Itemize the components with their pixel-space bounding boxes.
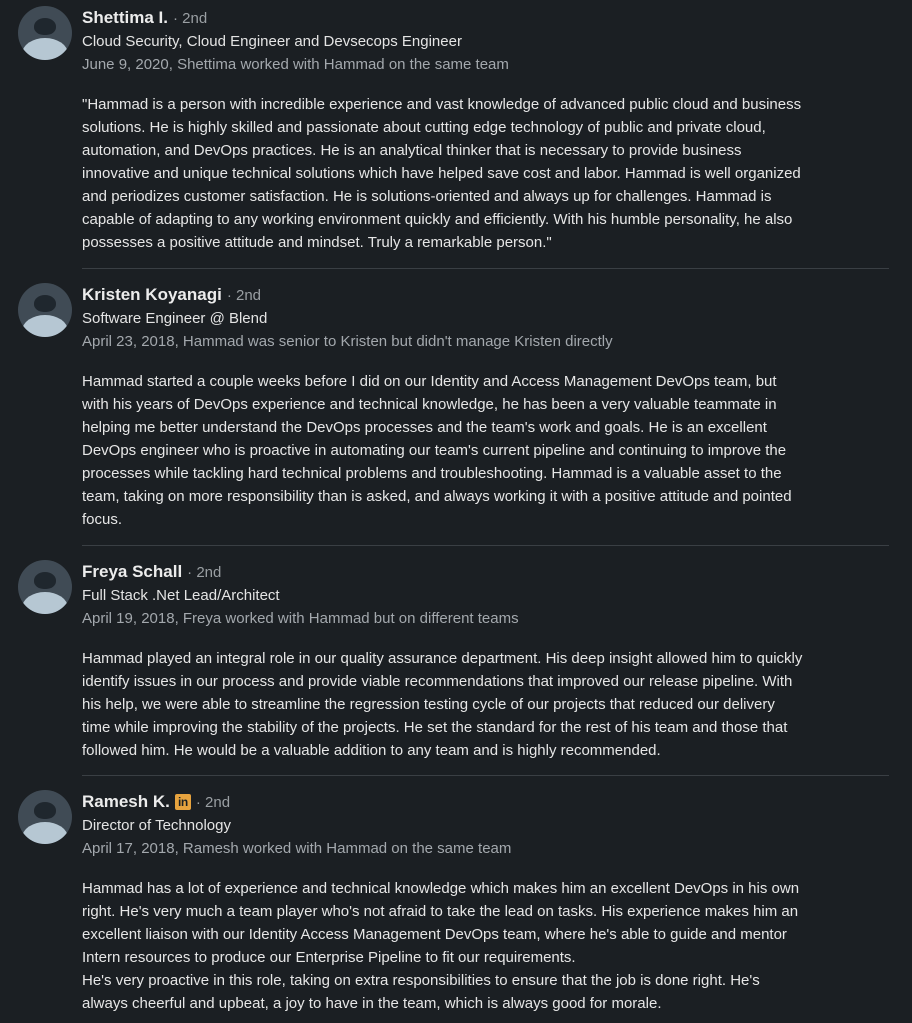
connection-degree: · 2nd [226, 286, 262, 304]
recommendation-meta: April 23, 2018, Hammad was senior to Kristen but didn't manage Kristen directly [82, 333, 613, 350]
recommendation-text: Hammad started a couple weeks before I did on our Identity and Access Management DevOps team, but with his years of DevOps experience and technical knowledge, he has been a very valuable teammate in helping me better understand the DevOps processes and the team's work and goals. He is an excellent DevOps engineer who is proactive in automating our team's current pipeline and continuing to improve the processes while tackling hard technical problems and troubleshooting. Hammad is a valuable asset to the team, taking on more responsibility than is asked, and always working it with a positive attitude and pointed focus. [82, 373, 792, 528]
recommendation-meta: June 9, 2020, Shettima worked with Hammad on the same team [82, 56, 509, 73]
recommender-name[interactable]: Freya Schall [82, 562, 183, 581]
recommender-name[interactable]: Shettima I. [82, 8, 168, 27]
avatar[interactable] [18, 790, 72, 844]
person-head-icon [34, 18, 56, 35]
divider [82, 775, 889, 776]
person-body-icon [22, 592, 68, 614]
recommendation-text: Hammad has a lot of experience and technical knowledge which makes him an excellent DevOps in his own right. He's very much a team player who's not afraid to take the lead on tasks. His experience makes him an excellent liaison with our Identity Access Management DevOps team, where he's able to guide and mentor Intern resources to produce our Enterprise Pipeline to fit our requirements. He's very proactive in this role, taking on extra responsibilities to ensure that the job is done right. He's always cheerful and upbeat, a joy to have in the team, which is always good for morale. [82, 880, 800, 1012]
linkedin-premium-icon: in [175, 794, 191, 810]
recommender-title: Director of Technology [82, 817, 231, 834]
divider [82, 268, 889, 269]
recommender-header [82, 6, 207, 30]
recommender-title: Full Stack .Net Lead/Architect [82, 587, 280, 604]
avatar[interactable] [18, 283, 72, 337]
person-body-icon [22, 315, 68, 337]
recommender-name[interactable]: Ramesh K. [82, 792, 170, 811]
recommendation-meta: April 19, 2018, Freya worked with Hammad but on different teams [82, 610, 519, 627]
person-body-icon [22, 38, 68, 60]
person-body-icon [22, 822, 68, 844]
person-head-icon [34, 572, 56, 589]
recommendation-text: "Hammad is a person with incredible experience and vast knowledge of advanced public cloud and business solutions. He is highly skilled and passionate about cutting edge technology of public and private cloud, automation, and DevOps practices. He is an analytical thinker that is necessary to provide business innovative and unique technical solutions which have helped save cost and labor. Hammad is well organized and periodizes customer satisfaction. He is solutions-oriented and always up for challenges. Hammad is capable of adapting to any working environment quickly and efficiently. With his humble personality, he also possesses a positive attitude and mindset. Truly a remarkable person." [82, 96, 802, 251]
connection-degree: · 2nd [195, 793, 231, 811]
recommender-title: Cloud Security, Cloud Engineer and Devsecops Engineer [82, 33, 462, 50]
person-head-icon [34, 295, 56, 312]
recommendation-text: Hammad played an integral role in our quality assurance department. His deep insight allowed him to quickly identify issues in our process and provide viable recommendations that improved our release pipeline. With his help, we were able to streamline the regression testing cycle of our projects that reduced our delivery time while improving the stability of the projects. He set the standard for the rest of his team and those that followed him. He would be a valuable addition to any team and is highly recommended. [82, 650, 803, 759]
recommendation-meta: April 17, 2018, Ramesh worked with Hammad on the same team [82, 840, 512, 857]
connection-degree: · 2nd [172, 9, 208, 27]
recommender-title: Software Engineer @ Blend [82, 310, 268, 327]
recommender-header [82, 283, 261, 307]
person-head-icon [34, 802, 56, 819]
recommender-header [82, 560, 221, 584]
avatar[interactable] [18, 560, 72, 614]
divider [82, 545, 889, 546]
recommender-name[interactable]: Kristen Koyanagi [82, 285, 222, 304]
recommender-header [82, 790, 230, 814]
avatar[interactable] [18, 6, 72, 60]
connection-degree: · 2nd [187, 563, 222, 581]
